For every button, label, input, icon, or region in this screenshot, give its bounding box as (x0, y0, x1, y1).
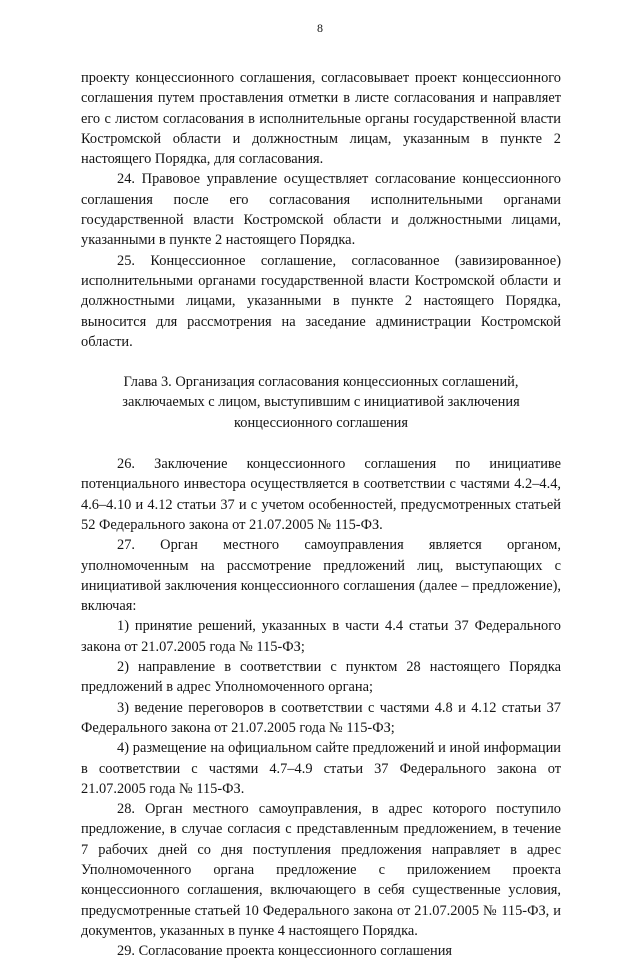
paragraph-28: 28. Орган местного самоуправления, в адрес которого поступило предложение, в случае согласия с представленным предложением, в течение 7 рабочих дней со дня поступления предложения направляет в адрес Уполномоченного органа предложение с приложением проекта концессионного соглашения, включающего в себя существенные условия, предусмотренные статьей 10 Федерального закона от 21.07.2005 № 115-ФЗ, и документов, указанных в пунке 4 настоящего Порядка. (81, 801, 561, 939)
paragraph-27: 27. Орган местного самоуправления является органом, уполномоченным на рассмотрение предложений лиц, выступающих с инициативой заключения концессионного соглашения (далее – предложение), включая: (81, 537, 561, 615)
document-body (81, 68, 561, 961)
list-item-27-1: 1) принятие решений, указанных в части 4.4 статьи 37 Федерального закона от 21.07.2005 года № 115-ФЗ; (81, 618, 561, 655)
paragraph-29: 29. Согласование проекта концессионного соглашения (117, 943, 453, 960)
paragraph-26: 26. Заключение концессионного соглашения по инициативе потенциального инвестора осуществляется в соответствии с частями 4.2–4.4, 4.6–4.10 и 4.12 статьи 37 и с учетом особенностей, предусмотренных статьей 52 Федерального закона от 21.07.2005 № 115-ФЗ. (81, 456, 561, 533)
list-item-27-2: 2) направление в соответствии с пунктом 28 настоящего Порядка предложений в адрес Уполномоченного органа; (81, 659, 561, 696)
chapter-heading-line: Глава 3. Организация согласования концессионных соглашений, (123, 374, 519, 391)
paragraph-23-continuation: проекту концессионного соглашения, согласовывает проект концессионного соглашения путем проставления отметки в листе согласования и направляет его с листом согласования в исполнительные органы государственной власти Костромской области и должностным лицам, указанным в пункте 2 настоящего Порядка, для согласования. (81, 70, 561, 168)
chapter-heading-line: заключаемых с лицом, выступившим с инициативой заключения (122, 394, 520, 411)
list-item-27-4: 4) размещение на официальном сайте предложений и иной информации в соответствии с частями 4.7–4.9 статьи 37 Федерального закона от 21.07.2005 года № 115-ФЗ. (81, 740, 561, 797)
paragraph-25: 25. Концессионное соглашение, согласованное (завизированное) исполнительными органами государственной власти Костромской области и должностными лицами, указанными в пункте 2 настоящего Порядка, выносится для рассмотрения на заседание администрации Костромской области. (81, 252, 561, 350)
list-item-27-3: 3) ведение переговоров в соответствии с частями 4.8 и 4.12 статьи 37 Федерального закона от 21.07.2005 года № 115-ФЗ; (81, 699, 561, 736)
chapter-heading (81, 372, 561, 433)
paragraph-24: 24. Правовое управление осуществляет согласование концессионного соглашения после его согласования исполнительными органами государственной власти Костромской области и должностными лицами, указанными в пункте 2 настоящего Порядка. (81, 171, 561, 249)
chapter-heading-line: концессионного соглашения (233, 414, 409, 431)
page-number: 8 (317, 21, 323, 35)
